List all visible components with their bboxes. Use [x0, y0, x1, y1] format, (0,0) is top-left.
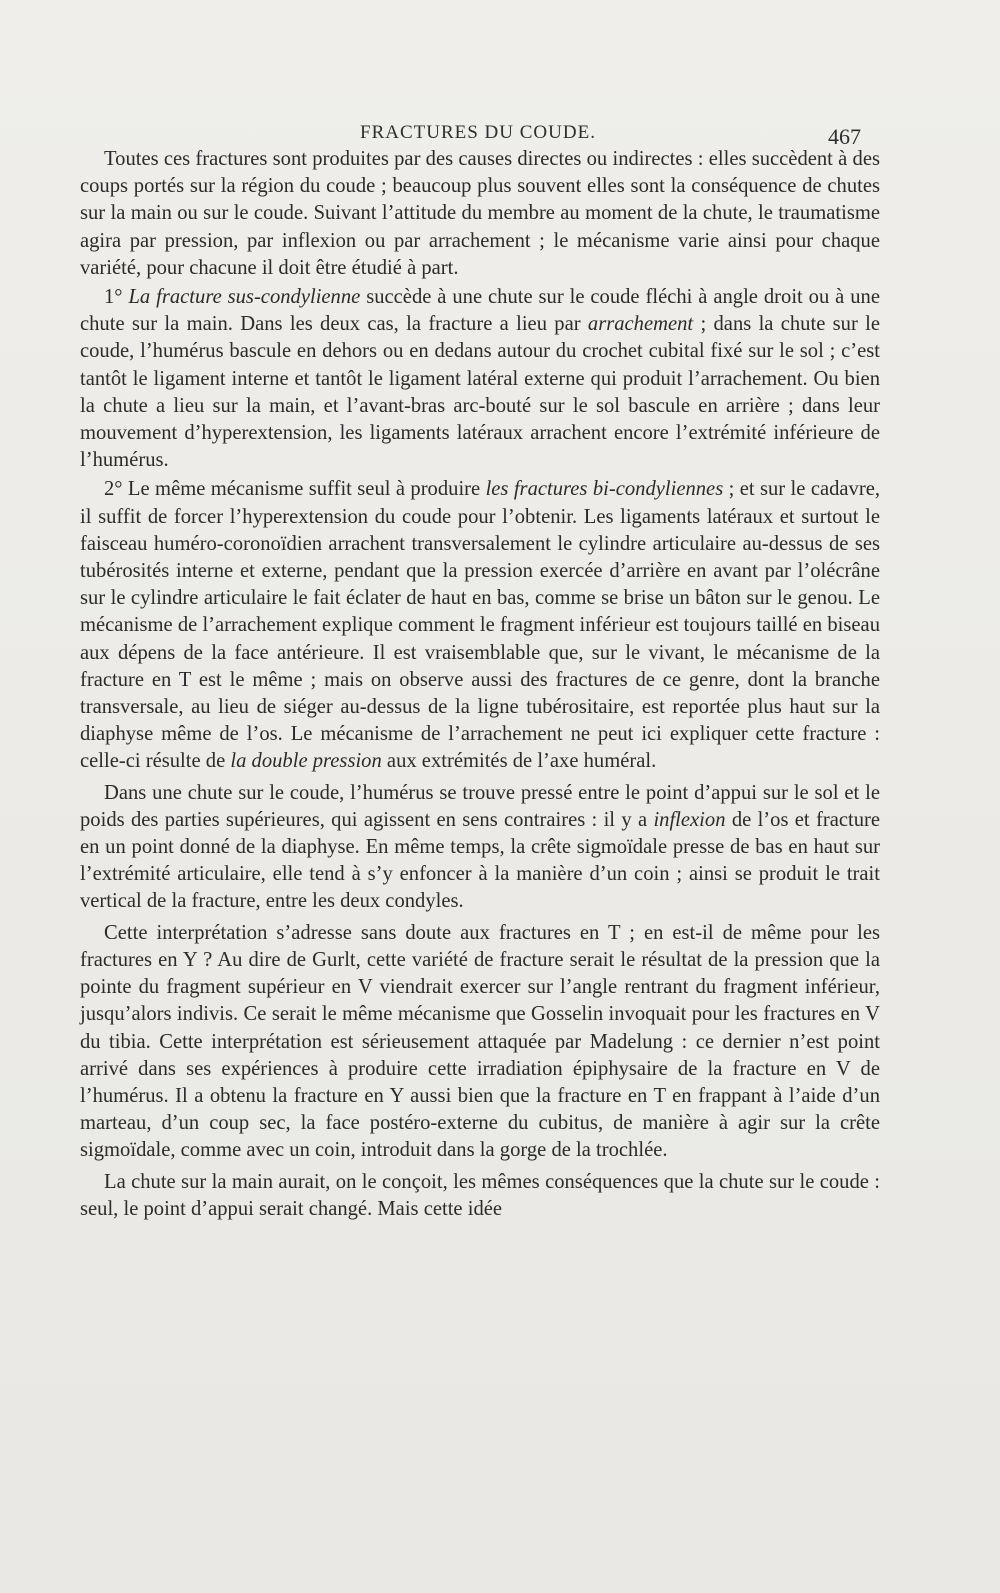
paragraph-4	[80, 780, 880, 916]
paragraph-3-rest: ; et sur le cadavre, il suffit de forcer l’hyperextension du coude pour l’obtenir. Les ligaments latéraux et surtout le faisceau huméro-coronoïdien arrachent transversalement le cylindre articulaire au-dessus de ses tubérosités interne et externe, pendant que la pression exercée d’arrière en avant par l’olécrâne sur le cylindre articulaire le fait éclater de haut en bas, comme se brise un bâton sur le genou. Le mécanisme de l’arrachement explique comment le fragment inférieur est toujours taillé en biseau aux dépens de la face antérieure. Il est vraisemblable que, sur le vivant, le mécanisme de la fracture en T est le même ; mais on observe aussi des fractures de ce genre, dont la branche transversale, au lieu de siéger au-dessus de la ligne tubérositaire, est reportée plus haut sur la diaphyse même de l’os. Le mécanisme de l’arrachement ne peut ici expliquer cette fracture : celle-ci résulte de	[80, 478, 880, 773]
running-head: FRACTURES DU COUDE.	[360, 122, 596, 143]
paragraph-5: Cette interprétation s’adresse sans doute aux fractures en T ; en est-il de même pour les fractures en Y ? Au dire de Gurlt, cette variété de fracture serait le résultat de la pression que la pointe du fragment supérieur en V viendrait exercer sur l’angle rentrant du fragment inférieur, jusqu’alors indivis. Ce serait le même mécanisme que Gosselin invoquait pour les fractures en V du tibia. Cette interprétation est sérieusement attaquée par Madelung : ce dernier n’est point arrivé dans ses expériences à produire cette irradiation épiphysaire de la fracture en V de l’humérus. Il a obtenu la fracture en Y aussi bien que la fracture en T en frappant à l’aide d’un marteau, d’un coup sec, la face postéro-externe du cubitus, de manière à agir sur la crête sigmoïdale, comme avec un coin, introduit dans la gorge de la trochlée.	[80, 921, 880, 1162]
paragraph-2-italic-2: arrachement	[587, 313, 694, 336]
paragraph-3-end: aux extrémités de l’axe huméral.	[381, 750, 657, 773]
paragraph-4-rest: de l’os et fracture en un point donné de la diaphyse. En même temps, la crête sigmoïdale presse de bas en haut sur l’extrémité articulaire, elle tend à s’y enfoncer à la manière d’un coin ; ainsi se produit le trait vertical de la fracture, entre les deux condyles.	[80, 808, 880, 913]
paragraph-3-italic-2: la double pression	[230, 750, 382, 773]
paragraph-2-mid: succède à une chute sur le coude fléchi à angle droit ou à une chute sur la main. Dans les deux cas, la fracture a lieu par	[80, 286, 880, 336]
paragraph-2-italic-1: La fracture sus-condylienne	[128, 286, 361, 309]
paragraph-3-prefix: 2° Le même mécanisme suffit seul à produire	[104, 478, 486, 501]
paragraph-3-italic: les fractures bi-condyliennes	[485, 478, 724, 501]
paragraph-1: Toutes ces fractures sont produites par des causes directes ou indirectes : elles succèdent à des coups portés sur la région du coude ; beaucoup plus souvent elles sont la conséquence de chutes sur la main ou sur le coude. Suivant l’attitude du membre au moment de la chute, le traumatisme agira par pression, par inflexion ou par arrachement ; le mécanisme varie ainsi pour chaque variété, pour chacune il doit être étudié à part.	[80, 148, 880, 279]
paragraph-6: La chute sur la main aurait, on le conçoit, les mêmes conséquences que la chute sur le coude : seul, le point d’appui serait changé. Mais cette idée	[80, 1170, 880, 1220]
paragraph-4-italic: inflexion	[653, 808, 726, 831]
paragraph-4-prefix: Dans une chute sur le coude, l’humérus se trouve pressé entre le point d’appui sur le sol et le poids des parties supérieures, qui agissent en sens contraires : il y a	[80, 781, 880, 831]
paragraph-2	[80, 284, 880, 474]
paragraph-3	[80, 476, 880, 775]
paragraph-2-prefix: 1°	[104, 286, 129, 309]
page-number: 467	[828, 124, 861, 149]
paragraph-2-rest: ; dans la chute sur le coude, l’humérus bascule en dehors ou en dedans autour du crochet cubital fixé sur le sol ; c’est tantôt le ligament interne et tantôt le ligament latéral externe qui produit l’arrachement. Ou bien la chute a lieu sur la main, et l’avant-bras arc-bouté sur le sol bascule en arrière ; dans leur mouvement d’hyperextension, les ligaments latéraux arrachent encore l’extrémité inférieure de l’humérus.	[80, 313, 881, 472]
body-text	[80, 146, 880, 1223]
